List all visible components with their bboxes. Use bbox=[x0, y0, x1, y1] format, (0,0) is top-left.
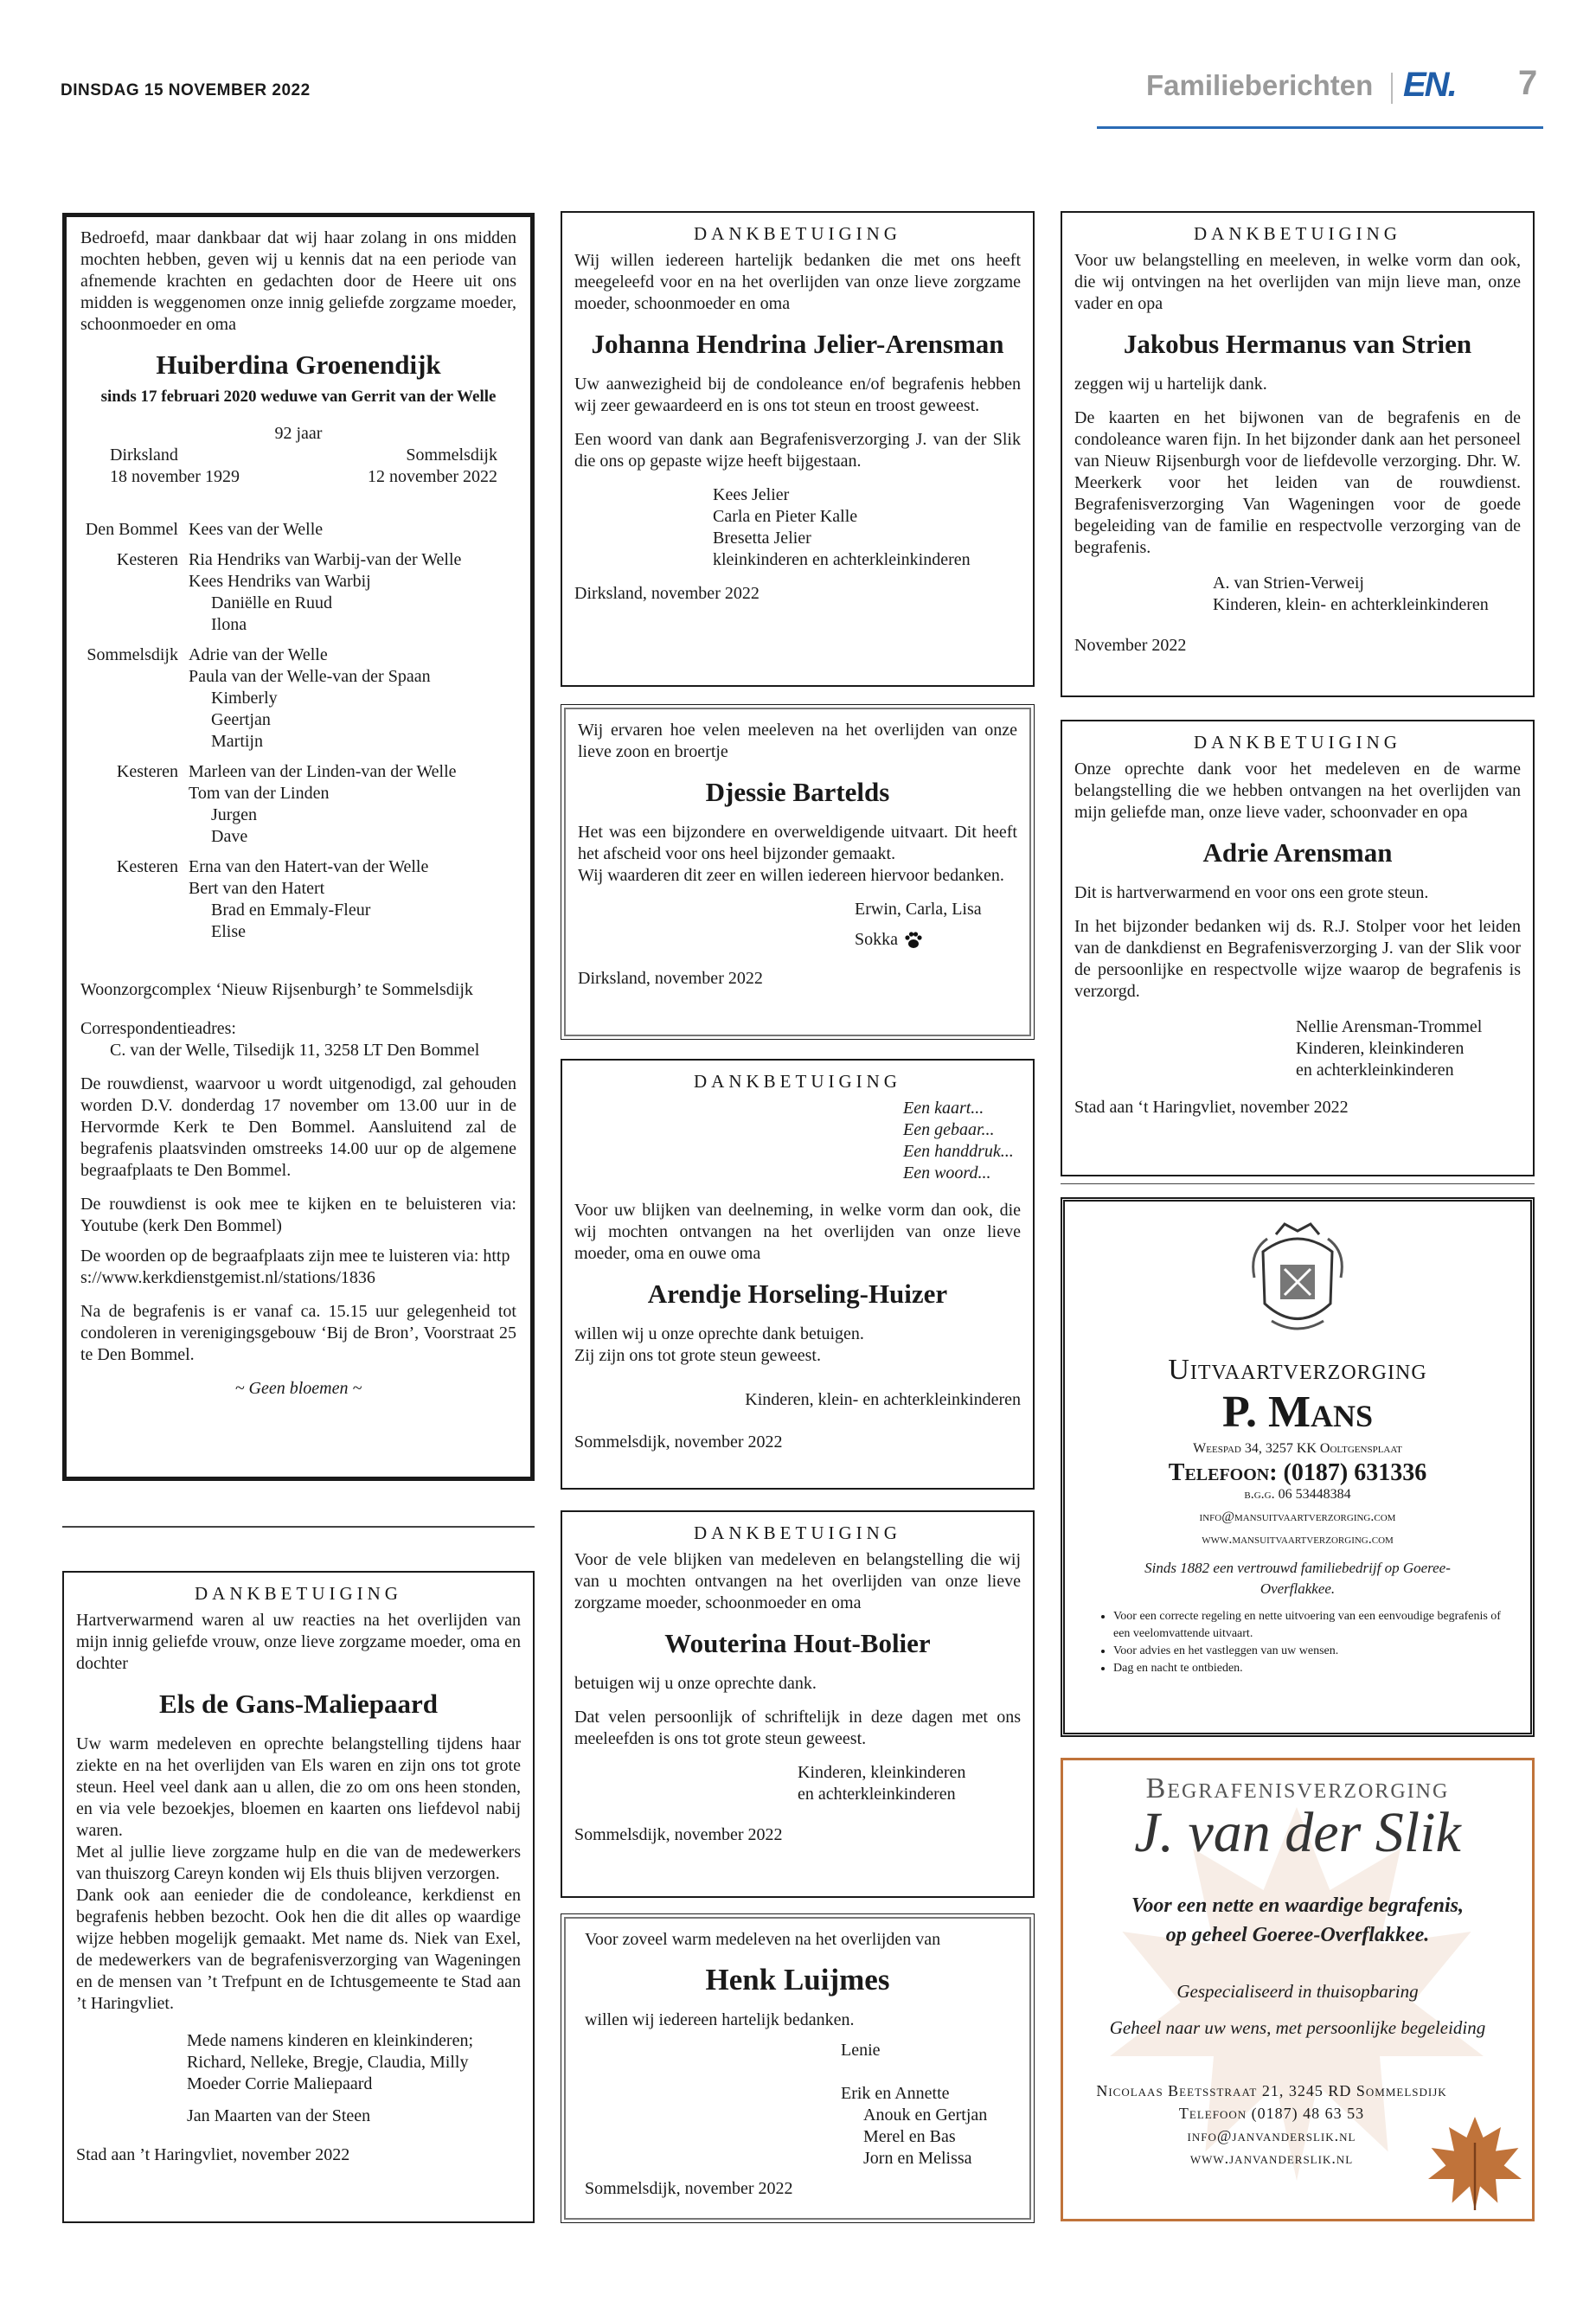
signature-block bbox=[585, 2040, 1010, 2170]
family-group bbox=[80, 856, 516, 943]
notice-place: Sommelsdijk, november 2022 bbox=[574, 1825, 783, 1844]
ad-title: Uitvaartverzorging bbox=[1168, 1354, 1427, 1386]
death-date: 12 november 2022 bbox=[368, 467, 497, 486]
signature-line: Anouk en Gertjan bbox=[863, 2106, 988, 2125]
deceased-name: Adrie Arensman bbox=[1202, 837, 1393, 868]
family-member: Daniëlle en Ruud bbox=[211, 593, 332, 612]
family-group bbox=[80, 549, 516, 636]
family-member: Kees van der Welle bbox=[189, 520, 324, 539]
thanks-notice-strien bbox=[1061, 211, 1535, 697]
family-member: Martijn bbox=[211, 732, 263, 751]
family-member: Kees Hendriks van Warbij bbox=[189, 572, 371, 591]
stream-link: De woorden op de begraafplaats zijn mee te luisteren via: https://www.kerkdienstgemist.nl/stations/1836 bbox=[80, 1247, 510, 1287]
family-member: Erna van den Hatert-van der Welle bbox=[189, 857, 429, 876]
ad-bullet: • Voor een correcte regeling en nette uitvoering van een eenvoudige begrafenis of een veelomvattende uitvaart. bbox=[1113, 1608, 1503, 1643]
correspondence-address: C. van der Welle, Tilsedijk 11, 3258 LT Den Bommel bbox=[110, 1041, 480, 1060]
deceased-name: Jakobus Hermanus van Strien bbox=[1123, 329, 1472, 359]
thanks-notice-arensman bbox=[1061, 720, 1535, 1176]
notice-paragraph: Dank ook aan eenieder die de condoleance, kerkdienst en begrafenis hebben bezocht. Ook hen die dit alles op waardige wijze hebben mogelijk gemaakt. Met name ds. Niek van Exel, de medewerkers van de begrafenisverzorging van Wageningen en de mensen van ’t Trefpunt en de Ichtusgemeente te Stad aan ’t Haringvliet. bbox=[76, 1886, 521, 2013]
signature-line: Kinderen, kleinkinderen bbox=[1296, 1039, 1465, 1058]
notice-place: Sommelsdijk, november 2022 bbox=[585, 2179, 793, 2198]
notice-paragraph: Uw aanwezigheid bij de condoleance en/of begrafenis hebben wij zeer gewaardeerd en is ons tot steun en troost geweest. bbox=[574, 375, 1021, 415]
family-member: Paula van der Welle-van der Spaan bbox=[189, 667, 431, 686]
family-group bbox=[80, 644, 516, 753]
section-title: Familieberichten bbox=[1146, 69, 1374, 101]
ad-address: Weespad 34, 3257 KK Ooltgensplaat bbox=[1193, 1441, 1402, 1456]
notice-intro: Voor uw belangstelling en meeleven, in welke vorm dan ook, die wij ontvingen na het overlijden van mijn lieve man, onze vader en opa bbox=[1074, 251, 1521, 313]
paw-icon bbox=[903, 930, 924, 951]
thanks-notice-luijmes bbox=[564, 1917, 1031, 2220]
page-number: 7 bbox=[1518, 64, 1538, 102]
header-divider bbox=[1391, 73, 1393, 104]
column-rule bbox=[62, 1526, 535, 1528]
signature-line: Jan Maarten van der Steen bbox=[187, 2106, 371, 2125]
age: 92 jaar bbox=[274, 424, 323, 443]
ad-name: P. Mans bbox=[1221, 1388, 1374, 1437]
notice-paragraph: Dat velen persoonlijk of schriftelijk in deze dagen met ons meeleefden is ons tot grote steun geweest. bbox=[574, 1708, 1021, 1748]
column-rule bbox=[1061, 1183, 1535, 1184]
signature-line bbox=[841, 2061, 1010, 2083]
birth-date: 18 november 1929 bbox=[110, 467, 240, 486]
ad-name: J. van der Slik bbox=[1134, 1801, 1461, 1864]
signature-block bbox=[1074, 573, 1521, 616]
notice-title: DANKBETUIGING bbox=[694, 1522, 901, 1543]
poem-line: Een woord... bbox=[903, 1163, 991, 1183]
signature-block bbox=[574, 1762, 1021, 1805]
family-place: Kesteren bbox=[116, 762, 178, 781]
residence: Woonzorgcomplex ‘Nieuw Rijsenburgh’ te Sommelsdijk bbox=[80, 980, 473, 999]
family-members bbox=[189, 856, 428, 943]
family-members bbox=[189, 549, 461, 636]
notice-paragraph: De kaarten en het bijwonen van de begrafenis en de condoleance waren fijn. In het bijzonder dank aan het personeel van Nieuw Rijsenburgh voor de liefdevolle verzorging. Dhr. W. Meerkerk voor het leiden van de rouwdienst. Begrafenisverzorging Van Wageningen voor de goede begeleiding van de familie en respectvolle verzorging van de begrafenis. bbox=[1074, 408, 1521, 557]
family-member: Bert van den Hatert bbox=[189, 879, 325, 898]
notice-paragraph: willen wij iedereen hartelijk bedanken. bbox=[585, 2010, 855, 2029]
signature-line: kleinkinderen en achterkleinkinderen bbox=[713, 550, 971, 569]
notice-title: DANKBETUIGING bbox=[1194, 223, 1401, 244]
thanks-notice-gans bbox=[62, 1571, 535, 2223]
notice-title: DANKBETUIGING bbox=[694, 223, 901, 244]
poem bbox=[574, 1098, 1021, 1184]
signature-line: Jorn en Melissa bbox=[863, 2149, 972, 2168]
family-member: Tom van der Linden bbox=[189, 784, 330, 803]
family-member: Ria Hendriks van Warbij-van der Welle bbox=[189, 550, 462, 569]
poem-line: Een handdruk... bbox=[903, 1142, 1014, 1161]
notice-paragraph: Uw warm medeleven en oprechte belangstelling tijdens haar ziekte en na het overlijden van Els waren en zijn ons tot grote steun. Heel veel dank aan u allen, die zo om ons heen stonden, en via vele bezoekjes, bloemen en kaarten ons liefdevol nabij waren. bbox=[76, 1734, 521, 1840]
family-place: Kesteren bbox=[116, 857, 178, 876]
notice-intro: Voor zoveel warm medeleven na het overlijden van bbox=[585, 1930, 941, 1949]
family-list bbox=[80, 519, 516, 943]
signature-line: Richard, Nelleke, Bregje, Claudia, Milly bbox=[187, 2053, 469, 2072]
deceased-name: Arendje Horseling-Huizer bbox=[647, 1279, 948, 1309]
family-member: Marleen van der Linden-van der Welle bbox=[189, 762, 457, 781]
signature-line: Kinderen, kleinkinderen bbox=[798, 1763, 966, 1782]
notice-intro: Bedroefd, maar dankbaar dat wij haar zolang in ons midden mochten hebben, geven wij u kennis dat na een periode van afnemende krachten en gedachten door de Heere uit ons midden is weggenomen onze innig geliefde zorgzame moeder, schoonmoeder en oma bbox=[80, 228, 516, 334]
notice-title: DANKBETUIGING bbox=[694, 1071, 901, 1092]
family-place: Den Bommel bbox=[85, 520, 178, 539]
ad-bullet-list bbox=[1113, 1608, 1503, 1677]
poem-line: Een gebaar... bbox=[903, 1120, 995, 1139]
notice-place: Dirksland, november 2022 bbox=[578, 969, 763, 988]
signature-line: Erik en Annette bbox=[841, 2084, 950, 2103]
correspondence-label: Correspondentieadres: bbox=[80, 1019, 236, 1038]
ad-bullet: • Dag en nacht te ontbieden. bbox=[1113, 1660, 1503, 1677]
signature-line: Mede namens kinderen en kleinkinderen; bbox=[187, 2031, 473, 2050]
notice-paragraph: Dit is hartverwarmend en voor ons een grote steun. bbox=[1074, 883, 1429, 902]
notice-place: Stad aan ’t Haringvliet, november 2022 bbox=[76, 2145, 350, 2164]
death-place: Sommelsdijk bbox=[406, 445, 497, 465]
condolence-info: Na de begrafenis is er vanaf ca. 15.15 uur gelegenheid tot condoleren in verenigingsgebouw ‘Bij de Bron’, Voorstraat 25 te Den Bommel. bbox=[80, 1302, 516, 1364]
signature-block bbox=[1074, 1016, 1521, 1081]
notice-paragraph: Het was een bijzondere en overweldigende uitvaart. Dit heeft het afscheid voor ons heel bijzonder gemaakt. bbox=[578, 823, 1017, 863]
signature-line: Merel en Bas bbox=[863, 2127, 956, 2146]
ad-tagline: Sinds 1882 een vertrouwd familiebedrijf op Goeree-Overflakkee. bbox=[1144, 1560, 1451, 1597]
notice-place: Dirksland, november 2022 bbox=[574, 584, 760, 603]
deceased-name: Huiberdina Groenendijk bbox=[156, 349, 441, 380]
family-member: Jurgen bbox=[211, 805, 257, 824]
birth-block bbox=[110, 445, 240, 488]
crest-icon bbox=[1246, 1217, 1349, 1338]
signature-line: Nellie Arensman-Trommel bbox=[1296, 1017, 1483, 1036]
notice-place: November 2022 bbox=[1074, 636, 1187, 655]
family-member: Brad en Emmaly-Fleur bbox=[211, 901, 371, 920]
deceased-name: Johanna Hendrina Jelier-Arensman bbox=[591, 329, 1004, 359]
notice-paragraph: Wij waarderen dit zeer en willen iedereen hiervoor bedanken. bbox=[578, 866, 1004, 885]
notice-paragraph: Een woord van dank aan Begrafenisverzorging J. van der Slik die ons op gepaste wijze heeft bijgestaan. bbox=[574, 430, 1021, 471]
ad-slogan: op geheel Goeree-Overflakkee. bbox=[1165, 1924, 1430, 1946]
family-members bbox=[189, 761, 457, 848]
family-place: Kesteren bbox=[116, 550, 178, 569]
notice-intro: Onze oprechte dank voor het medeleven en de warme belangstelling die we hebben ontvangen na het overlijden van mijn geliefde man, onze lieve vader, schoonvader en opa bbox=[1074, 760, 1521, 822]
signature-block bbox=[578, 899, 1017, 951]
signature-line: Carla en Pieter Kalle bbox=[713, 507, 858, 526]
thanks-notice-hout bbox=[561, 1510, 1035, 1898]
deceased-name: Els de Gans-Maliepaard bbox=[158, 1689, 439, 1719]
notice-title: DANKBETUIGING bbox=[1194, 732, 1401, 753]
family-member: Geertjan bbox=[211, 710, 271, 729]
newspaper-logo: EN. bbox=[1403, 66, 1456, 104]
notice-place: Sommelsdijk, november 2022 bbox=[574, 1433, 783, 1452]
ad-website: www.janvanderslik.nl bbox=[1189, 2150, 1354, 2167]
leaf-icon bbox=[1423, 2112, 1527, 2215]
notice-paragraph: zeggen wij u hartelijk dank. bbox=[1074, 375, 1267, 394]
death-block bbox=[368, 445, 497, 488]
notice-intro: Voor de vele blijken van medeleven en belangstelling die wij van u mochten ontvangen na het overlijden van onze lieve zorgzame moeder, schoonmoeder en oma bbox=[574, 1550, 1021, 1612]
page-date: DINSDAG 15 NOVEMBER 2022 bbox=[61, 81, 311, 99]
ad-email: info@mansuitvaartverzorging.com bbox=[1199, 1509, 1396, 1524]
notice-place: Stad aan ‘t Haringvliet, november 2022 bbox=[1074, 1098, 1349, 1117]
ad-title: Begrafenisverzorging bbox=[1145, 1772, 1450, 1804]
thanks-notice-bartelds bbox=[564, 708, 1031, 1036]
family-place: Sommelsdijk bbox=[87, 645, 178, 664]
signature-line: Bresetta Jelier bbox=[713, 529, 811, 548]
family-member: Dave bbox=[211, 827, 248, 846]
family-members bbox=[189, 644, 431, 753]
ad-website: www.mansuitvaartverzorging.com bbox=[1202, 1532, 1394, 1547]
deceased-name: Henk Luijmes bbox=[705, 1963, 890, 1997]
signature-block bbox=[76, 2030, 521, 2127]
signature-line: Kinderen, klein- en achterkleinkinderen bbox=[745, 1390, 1021, 1409]
signature-line: A. van Strien-Verweij bbox=[1213, 574, 1364, 593]
ad-address: Nicolaas Beetsstraat 21, 3245 RD Sommelsdijk bbox=[1096, 2082, 1447, 2099]
death-notice-groenendijk bbox=[62, 213, 535, 1481]
signature-line: en achterkleinkinderen bbox=[1296, 1061, 1454, 1080]
ad-mans bbox=[1061, 1197, 1535, 1737]
thanks-notice-jelier bbox=[561, 211, 1035, 687]
family-member: Adrie van der Welle bbox=[189, 645, 328, 664]
service-info: De rouwdienst, waarvoor u wordt uitgenodigd, zal gehouden worden D.V. donderdag 17 november om 13.00 uur in de Hervormde Kerk te Den Bommel. Aansluitend zal de begrafenis plaatsvinden omstreeks 14.00 uur op de algemene begraafplaats te Den Bommel. bbox=[80, 1074, 516, 1180]
family-member: Kimberly bbox=[211, 689, 278, 708]
family-member: Ilona bbox=[211, 615, 247, 634]
family-member: Elise bbox=[211, 922, 246, 941]
ad-slik bbox=[1061, 1758, 1535, 2221]
notice-intro: Wij ervaren hoe velen meeleven na het overlijden van onze lieve zoon en broertje bbox=[578, 721, 1017, 761]
notice-title: DANKBETUIGING bbox=[195, 1583, 402, 1604]
ad-specialty: Geheel naar uw wens, met persoonlijke begeleiding bbox=[1109, 2017, 1486, 2038]
deceased-name: Wouterina Hout-Bolier bbox=[664, 1628, 931, 1658]
family-group bbox=[80, 519, 516, 541]
signature-pet bbox=[855, 929, 1017, 951]
signature-line: Kinderen, klein- en achterkleinkinderen bbox=[1213, 595, 1489, 614]
ad-phone-alt: b.g.g. 06 53448384 bbox=[1244, 1487, 1351, 1502]
signature-line: en achterkleinkinderen bbox=[798, 1785, 956, 1804]
notice-paragraph: willen wij u onze oprechte dank betuigen. bbox=[574, 1324, 864, 1343]
ad-phone: Telefoon: (0187) 631336 bbox=[1168, 1459, 1427, 1486]
notice-paragraph: betuigen wij u onze oprechte dank. bbox=[574, 1674, 817, 1693]
notice-intro: Voor uw blijken van deelneming, in welke vorm dan ook, die wij mochten ontvangen na het overlijden van onze lieve moeder, oma en ouwe oma bbox=[574, 1201, 1021, 1263]
notice-intro: Hartverwarmend waren al uw reacties na het overlijden van mijn innig geliefde vrouw, onze lieve zorgzame moeder, oma en dochter bbox=[76, 1611, 521, 1673]
ad-slogan: Voor een nette en waardige begrafenis, bbox=[1131, 1894, 1464, 1917]
signature-line: Lenie bbox=[841, 2041, 881, 2060]
family-members bbox=[189, 519, 323, 541]
notice-intro: Wij willen iedereen hartelijk bedanken die met ons heeft meegeleefd voor en na het overlijden van onze lieve zorgzame moeder, schoonmoeder en oma bbox=[574, 251, 1021, 313]
notice-paragraph: Zij zijn ons tot grote steun geweest. bbox=[574, 1346, 821, 1365]
family-group bbox=[80, 761, 516, 848]
signature-line: Sokka bbox=[855, 930, 898, 949]
thanks-notice-horseling bbox=[561, 1059, 1035, 1490]
no-flowers: ~ Geen bloemen ~ bbox=[234, 1379, 362, 1398]
header-rule bbox=[1097, 126, 1543, 129]
poem-line: Een kaart... bbox=[903, 1099, 984, 1118]
notice-paragraph: In het bijzonder bedanken wij ds. R.J. Stolper voor het leiden van de dankdienst en Begrafenisverzorging J. van der Slik voor de persoonlijke en respectvolle wijze waarop de begrafenis is verzorgd. bbox=[1074, 917, 1521, 1001]
birth-place: Dirksland bbox=[110, 445, 178, 465]
signature-block bbox=[574, 484, 1021, 571]
signature-line: Erwin, Carla, Lisa bbox=[855, 900, 982, 919]
notice-paragraph: Met al jullie lieve zorgzame hulp en die van de medewerkers van thuiszorg Careyn konden wij Els thuis blijven verzorgen. bbox=[76, 1843, 521, 1883]
ad-bullet: • Voor advies en het vastleggen van uw wensen. bbox=[1113, 1643, 1503, 1660]
stream-info: De rouwdienst is ook mee te kijken en te beluisteren via: Youtube (kerk Den Bommel) bbox=[80, 1195, 516, 1235]
ad-phone: Telefoon (0187) 48 63 53 bbox=[1178, 2105, 1365, 2122]
ad-specialty: Gespecialiseerd in thuisopbaring bbox=[1176, 1981, 1419, 2002]
signature-line: Kees Jelier bbox=[713, 485, 790, 504]
signature-line: Moeder Corrie Maliepaard bbox=[187, 2074, 373, 2093]
deceased-name: Djessie Bartelds bbox=[705, 777, 890, 807]
notice-subtitle: sinds 17 februari 2020 weduwe van Gerrit van der Welle bbox=[100, 388, 497, 406]
ad-email: info@janvanderslik.nl bbox=[1187, 2127, 1356, 2144]
